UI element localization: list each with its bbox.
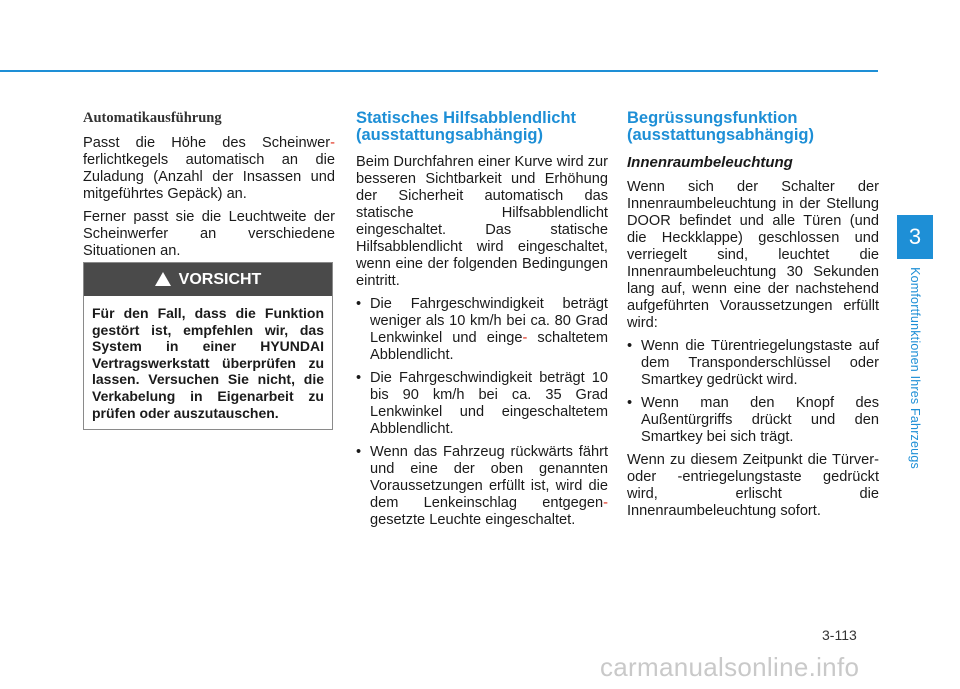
text: Passt die Höhe des Scheinwer <box>83 135 331 151</box>
list-item: • Die Fahrgeschwindigkeit beträgt 10 bis 90 km/h bei ca. 35 Grad Lenkwinkel und eingeschaltetem Abblendlicht. <box>356 370 608 438</box>
hyphen: - <box>330 135 335 151</box>
chapter-title: Komfortfunktionen Ihres Fahrzeugs <box>908 267 922 469</box>
column-1 <box>83 110 335 266</box>
page-number: 3-113 <box>822 627 857 643</box>
list-item: • Wenn die Türentriegelungstaste auf dem Transponderschlüssel oder Smartkey gedrückt wird. <box>627 338 879 389</box>
text: Wenn das Fahrzeug rückwärts fährt und eine der oben genannten Voraussetzungen erfüllt ist, wird die dem Lenkeinschlag entgegen <box>370 444 608 511</box>
paragraph: Wenn sich der Schalter der Innenraumbeleuchtung in der Stellung DOOR befindet und alle Türen (und die Heckklappe) geschlossen und verriegelt sind, leuchtet die Innenraumbeleuchtung 30 Sekunden lang auf, wenn eine der nachstehend aufgeführten Voraussetzungen erfüllt wird: <box>627 179 879 331</box>
column-2 <box>356 110 608 535</box>
caution-title: VORSICHT <box>178 270 262 288</box>
header-rule <box>0 70 878 72</box>
watermark: carmanualsonline.info <box>600 652 860 682</box>
caution-header <box>84 263 332 296</box>
text: Die Fahrgeschwindigkeit beträgt weniger als 10 km/h bei ca. 80 Grad Lenkwinkel und einge <box>370 296 608 346</box>
chapter-tab: 3 <box>897 215 933 259</box>
paragraph: Ferner passt sie die Leuchtweite der Scheinwerfer an verschiedene Situationen an. <box>83 209 335 259</box>
text: ferlichtkegels automatisch an die Zuladung (Anzahl der Insassen und mitgeführtes Gepäck) an. <box>83 152 335 202</box>
list-item <box>356 296 608 364</box>
warning-triangle-icon <box>155 272 171 286</box>
paragraph: Beim Durchfahren einer Kurve wird zur besseren Sichtbarkeit und Erhöhung der Sicherheit automatisch das statische Hilfsabblendlicht eingeschaltet. Das statische Hilfsabblendlicht wird eingeschaltet, wenn eine der folgenden Bedingungen eintritt. <box>356 154 608 289</box>
caution-box <box>83 262 333 430</box>
paragraph: Wenn zu diesem Zeitpunkt die Türver- oder -entriegelungstaste gedrückt wird, erlischt die Innenraumbeleuchtung sofort. <box>627 452 879 519</box>
list-item <box>356 444 608 529</box>
text: gesetzte Leuchte eingeschaltet. <box>370 512 576 528</box>
paragraph <box>83 135 335 203</box>
list-item: • Wenn man den Knopf des Außentürgriffs drückt und den Smartkey bei sich trägt. <box>627 395 879 446</box>
bullet-list <box>627 338 879 446</box>
hyphen: - <box>603 495 608 511</box>
text: schaltetem Abblendlicht. <box>370 330 608 363</box>
section-heading-begruessung: Begrüssungsfunktion (ausstattungsabhängig) <box>627 109 815 144</box>
bullet-list <box>356 296 608 529</box>
section-heading-hilfsabblendlicht: Statisches Hilfsabblendlicht (ausstattungsabhängig) <box>356 109 577 144</box>
column-3 <box>627 110 879 526</box>
caution-text: Für den Fall, dass die Funktion gestört ist, empfehlen wir, das System in einer HYUNDAI Vertragswerkstatt überprüfen zu lassen. Versuchen Sie nicht, die Verkabelung in Eigenarbeit zu prüfen oder auszutauschen. <box>92 305 324 421</box>
hyphen: - <box>522 330 528 346</box>
subheading-innenraum: Innenraumbeleuchtung <box>627 154 793 171</box>
section-heading-automatik: Automatikausführung <box>83 110 222 126</box>
